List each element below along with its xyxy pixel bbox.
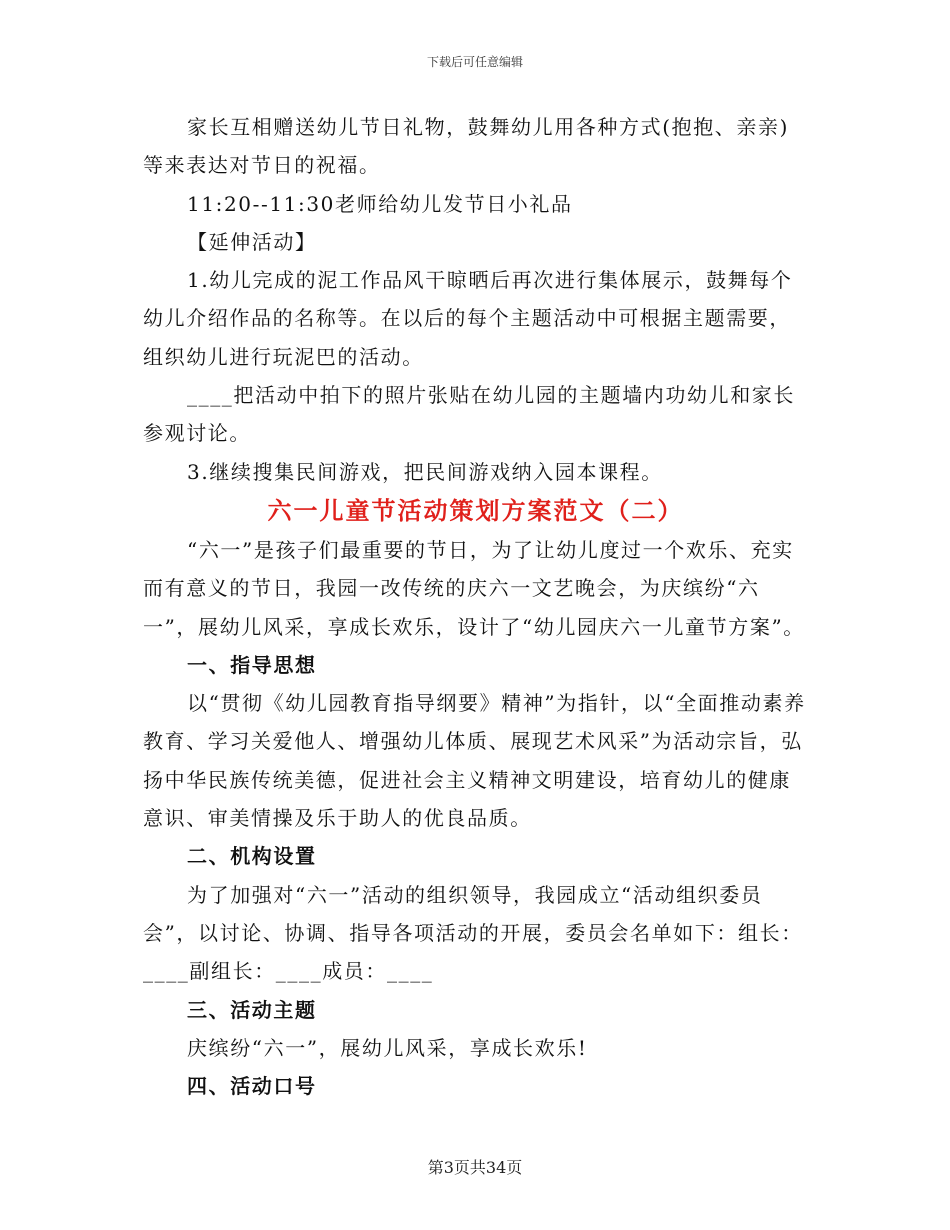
document-body [143, 108, 808, 1105]
paragraph: 3.继续搜集民间游戏，把民间游戏纳入园本课程。 [187, 459, 663, 484]
intro-paragraph: “六一”是孩子们最重要的节日，为了让幼儿度过一个欢乐、充实而有意义的节日，我园一改传统的庆六一文艺晚会，为庆缤纷“六一”，展幼儿风采，享成长欢乐，设计了“幼儿园庆六一儿童节方案”。 [143, 537, 805, 639]
section-body: 以“贯彻《幼儿园教育指导纲要》精神”为指针，以“全面推动素养教育、学习关爱他人、增强幼儿体质、展现艺术风采”为活动宗旨，弘扬中华民族传统美德，促进社会主义精神文明建设，培育幼儿的健康意识、审美情操及乐于助人的优良品质。 [143, 691, 806, 831]
paragraph: 1.幼儿完成的泥工作品风干晾晒后再次进行集体展示，鼓舞每个幼儿介绍作品的名称等。在以后的每个主题活动中可根据主题需要，组织幼儿进行玩泥巴的活动。 [143, 268, 793, 369]
section-heading: 三、活动主题 [187, 997, 317, 1022]
paragraph: 家长互相赠送幼儿节日礼物，鼓舞幼儿用各种方式(抱抱、亲亲)等来表达对节日的祝福。 [143, 115, 790, 178]
paragraph: ____把活动中拍下的照片张贴在幼儿园的主题墙内功幼儿和家长参观讨论。 [143, 383, 795, 446]
paragraph: 【延伸活动】 [187, 229, 317, 254]
section-title: 六一儿童节活动策划方案范文（二） [267, 495, 684, 525]
section-heading: 二、机构设置 [187, 844, 317, 869]
page-header: 下载后可任意编辑 [426, 55, 523, 69]
section-heading: 一、指导思想 [187, 652, 317, 677]
page-footer: 第3页共34页 [427, 1158, 523, 1177]
paragraph: 11:20--11:30老师给幼儿发节日小礼品 [187, 191, 573, 216]
section-body: 为了加强对“六一”活动的组织领导，我园成立“活动组织委员会”，以讨论、协调、指导各项活动的开展，委员会名单如下：组长：____副组长：____成员：____ [143, 882, 803, 984]
section-body: 庆缤纷“六一”，展幼儿风采，享成长欢乐! [187, 1035, 588, 1060]
section-heading: 四、活动口号 [187, 1074, 317, 1099]
